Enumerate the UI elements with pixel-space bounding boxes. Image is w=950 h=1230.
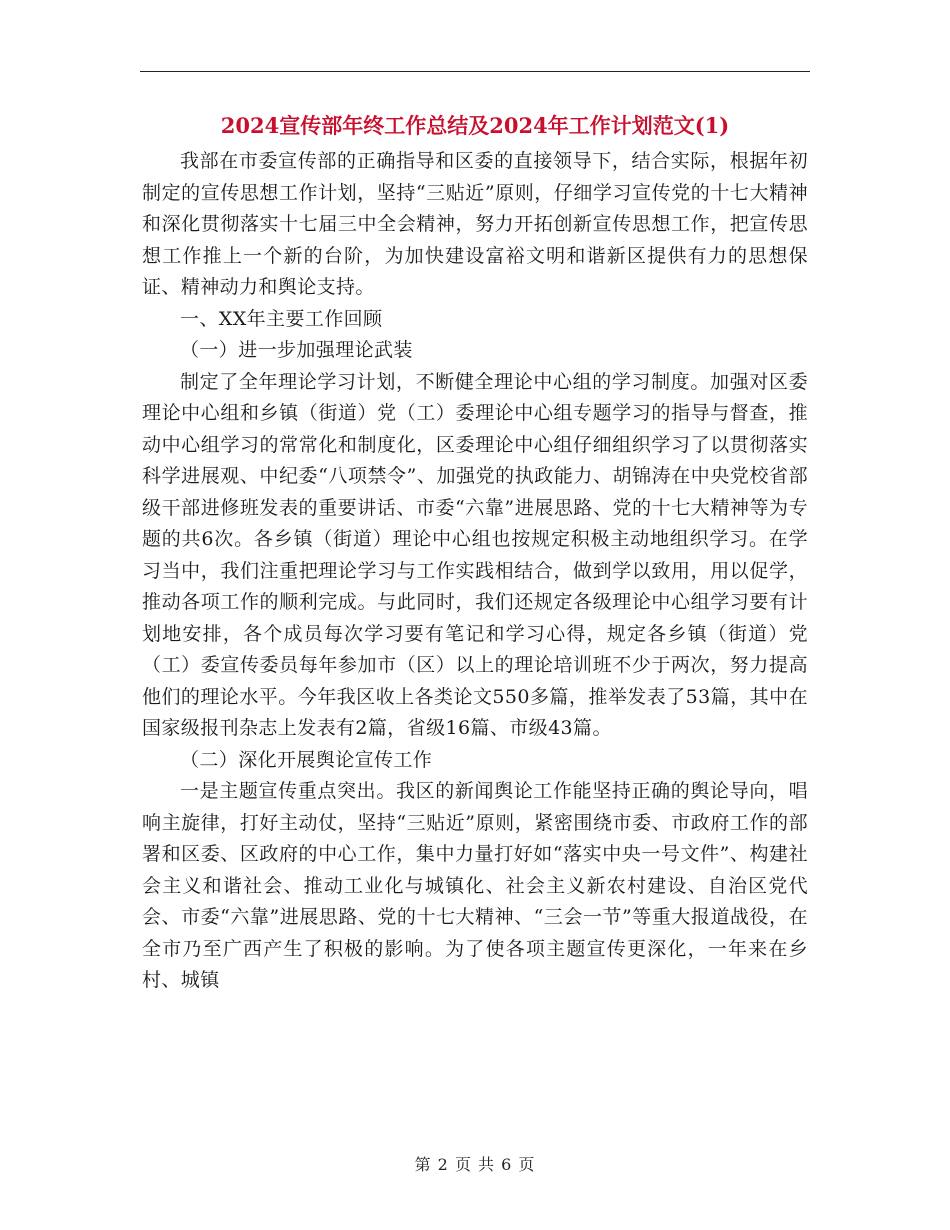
body-paragraph: 一是主题宣传重点突出。我区的新闻舆论工作能坚持正确的舆论导向，唱响主旋律，打好主动仗，坚持“三贴近”原则，紧密围绕市委、市政府工作的部署和区委、区政府的中心工作，集中力量打好如“落实中央一号文件”、构建社会主义和谐社会、推动工业化与城镇化、社会主义新农村建设、自治区党代会、市委“六靠”进展思路、党的十七大精神、“三会一节”等重大报道战役，在全市乃至广西产生了积极的影响。为了使各项主题宣传更深化，一年来在乡村、城镇 (142, 780, 808, 991)
subsection-heading: （一）进一步加强理论武装 (180, 339, 413, 361)
document-title: 2024宣传部年终工作总结及2024年工作计划范文(1) (220, 113, 730, 138)
page-footer: 第 2 页 共 6 页 (414, 1155, 536, 1174)
body-paragraph: 制定了全年理论学习计划，不断健全理论中心组的学习制度。加强对区委理论中心组和乡镇（街道）党（工）委理论中心组专题学习的指导与督查，推动中心组学习的常常化和制度化，区委理论中心组仔细组织学习了以贯彻落实科学进展观、中纪委“八项禁令”、加强党的执政能力、胡锦涛在中央党校省部级干部进修班发表的重要讲话、市委“六靠”进展思路、党的十七大精神等为专题的共6次。各乡镇（街道）理论中心组也按规定积极主动地组织学习。在学习当中，我们注重把理论学习与工作实践相结合，做到学以致用，用以促学，推动各项工作的顺利完成。与此同时，我们还规定各级理论中心组学习要有计划地安排，各个成员每次学习要有笔记和学习心得，规定各乡镇（街道）党（工）委宣传委员每年参加市（区）以上的理论培训班不少于两次，努力提高他们的理论水平。今年我区收上各类论文550多篇，推举发表了53篇，其中在国家级报刊杂志上发表有2篇，省级16篇、市级43篇。 (142, 370, 808, 739)
intro-paragraph: 我部在市委宣传部的正确指导和区委的直接领导下，结合实际，根据年初制定的宣传思想工作计划，坚持“三贴近”原则，仔细学习宣传党的十七大精神和深化贯彻落实十七届三中全会精神，努力开拓创新宣传思想工作，把宣传思想工作推上一个新的台阶，为加快建设富裕文明和谐新区提供有力的思想保证、精神动力和舆论支持。 (142, 150, 808, 298)
document-body (142, 146, 808, 997)
section-heading: 一、XX年主要工作回顾 (180, 307, 383, 330)
header-rule (140, 71, 810, 72)
subsection-heading: （二）深化开展舆论宣传工作 (180, 748, 433, 771)
